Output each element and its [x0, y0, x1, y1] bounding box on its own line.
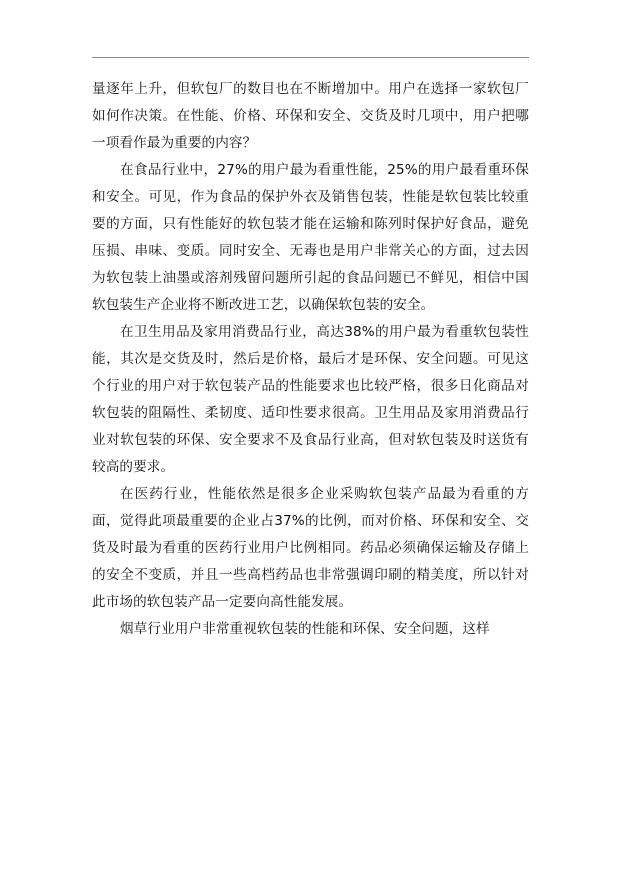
paragraph-hygiene-consumer-industry: 在卫生用品及家用消费品行业，高达38%的用户最为看重软包装性能，其次是交货及时，然后是价格，最后才是环保、安全问题。可见这个行业的用户对于软包装产品的性能要求也比较严格，很多日化商品对软包装的阻隔性、柔韧度、适印性要求很高。卫生用品及家用消费品行业对软包装的环保、安全要求不及食品行业高，但对软包装及时送货有较高的要求。	[92, 324, 529, 475]
paragraph-continuation: 量逐年上升，但软包厂的数目也在不断增加中。用户在选择一家软包厂如何作决策。在性能、价格、环保和安全、交货及时几项中，用户把哪一项看作最为重要的内容？	[92, 81, 529, 151]
document-body	[92, 76, 529, 643]
paragraph-food-industry: 在食品行业中，27%的用户最为看重性能，25%的用户最看重环保和安全。可见，作为食品的保护外衣及销售包装，性能是软包装比较重要的方面，只有性能好的软包装才能在运输和陈列时保护好食品，避免压损、串味、变质。同时安全、无毒也是用户非常关心的方面，过去因为软包装上油墨或溶剂残留问题所引起的食品问题已不鲜见，相信中国软包装生产企业将不断改进工艺，以确保软包装的安全。	[92, 162, 529, 313]
header-divider	[92, 57, 529, 58]
paragraph-tobacco-industry: 烟草行业用户非常重视软包装的性能和环保、安全问题，这样	[120, 621, 490, 637]
paragraph-pharma-industry: 在医药行业，性能依然是很多企业采购软包装产品最为看重的方面，觉得此项最重要的企业占37%的比例，而对价格、环保和安全、交货及时最为看重的医药行业用户比例相同。药品必须确保运输及存储上的安全不变质，并且一些高档药品也非常强调印刷的精美度，所以针对此市场的软包装产品一定要向高性能发展。	[92, 486, 529, 610]
